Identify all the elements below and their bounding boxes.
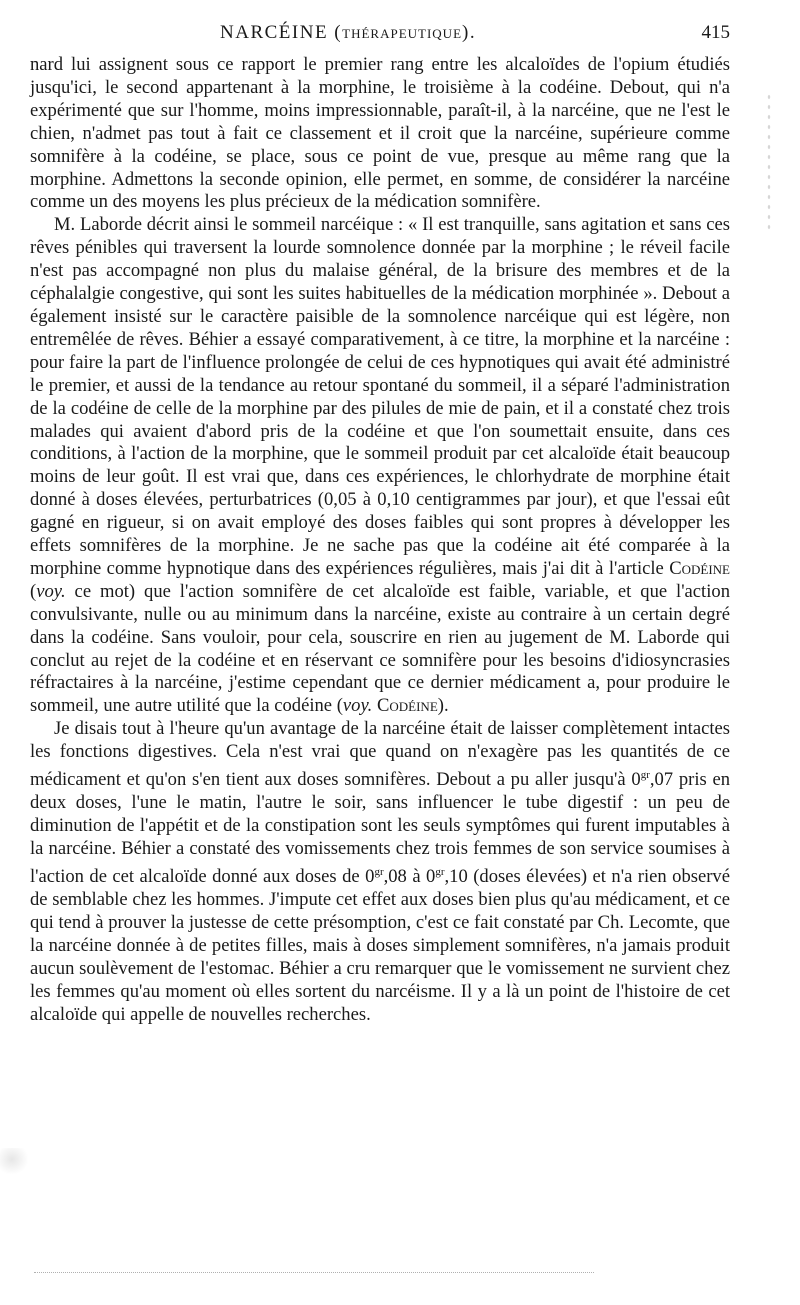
text-run: ,07 pris en deux doses, l'une le matin, l'autre le soir, sans influencer le tube digestif : un peu de diminution de l'appétit et de la constipation sont les seuls symptômes qui furent imputables à la narcéine. Béhier a constaté des vomissements chez trois femmes de son service soumises à l'action de cet alcaloïde donné aux doses de 0 xyxy=(30,769,730,888)
text-run: M. Laborde décrit ainsi le sommeil narcéique : « Il est tranquille, sans agitation et sans ces rêves pénibles qui traversent la lourde somnolence donnée par la morphine ; le réveil facile n'est pas accompagné non plus du malaise général, de la brisure des membres et de la céphalalgie congestive, qui sont les suites habituelles de la médication morphinée ». Debout a également insisté sur le caractère paisible de la somnolence narcéique qui est légère, non entremêlée de rêves. Béhier a essayé comparativement, à ce titre, la morphine et la narcéine : pour faire la part de l'influence prolongée de celui de ces hypnotiques qui avait été administré le premier, et aussi de la tendance au retour spontané du sommeil, il a séparé l'administration de la codéine de celle de la morphine par des pilules de mie de pain, et il a constaté chez trois malades qui avaient d'abord pris de la codéine et que l'on soumettait ensuite, dans ces conditions, à l'action de la morphine, que le sommeil produit par cet alcaloïde était beaucoup moins de leur goût. Il est vrai que, dans ces expériences, le chlorhydrate de morphine était donné à doses élevées, perturbatrices (0,05 à 0,10 centigrammes par jour), et que l'essai eût gagné en rigueur, si on avait employé des doses faibles qui sont propres à développer les effets somnifères de la morphine. Je ne sache pas que la codéine ait été comparée à la morphine comme hypnotique dans des expériences régulières, mais j'ai dit à l'article xyxy=(30,214,730,579)
body-text xyxy=(30,54,730,1026)
running-head-subtitle: THÉRAPEUTIQUE xyxy=(342,26,463,41)
text-run: nard lui assignent sous ce rapport le premier rang entre les alcaloïdes de l'opium étudiés jusqu'ici, le second appartenant à la morphine, le troisième à la codéine. Debout, qui n'a expérimenté que sur l'homme, moins impressionnable, paraît-il, à la narcéine, que ne l'est le chien, n'admet pas tout à fait ce classement et il croit que la narcéine, supérieure comme somnifère à la codéine, se place, sous ce point de vue, presque au même rang que la morphine. Admettons la seconde opinion, elle permet, en somme, de considérer la narcéine comme un des moyens les plus précieux de la médication somnifère. xyxy=(30,54,730,213)
italic-abbrev: voy. xyxy=(342,695,373,717)
text-run: ,08 à 0 xyxy=(383,866,436,888)
scan-smudge xyxy=(0,1148,30,1176)
text-run: ,10 (doses élevées) et n'a rien observé de semblable chez les hommes. J'impute cet effet aux doses bien plus qu'au médicament, et ce qui tend à prouver la justesse de cette présomption, c'est ce fait constaté par Ch. Lecomte, que la narcéine donnée à de petites filles, mais à doses simplement somnifères, n'a jamais produit aucun soulèvement de l'estomac. Béhier a cru remarquer que le vomissement ne survient chez les femmes qu'au moment où elles sortent du narcéisme. Il y a là un point de l'histoire de cet alcaloïde qui appelle de nouvelles recherches. xyxy=(30,866,730,1025)
cross-reference: Codéine xyxy=(376,695,438,717)
paragraph xyxy=(30,718,730,1026)
running-head-end: ). xyxy=(462,22,477,43)
paragraph xyxy=(30,214,730,718)
text-run: ). xyxy=(437,695,449,717)
page-number: 415 xyxy=(701,22,730,43)
footer-dotted-rule xyxy=(34,1272,594,1273)
text-run: ( xyxy=(30,580,37,602)
running-head xyxy=(220,22,476,44)
unit-superscript: gr xyxy=(374,865,384,878)
text-run: ce mot) que l'action somnifère de cet alcaloïde est faible, variable, et que l'action convulsivante, nulle ou au minimum dans la narcéine, existe au contraire à un certain degré dans la codéine. Sans vouloir, pour cela, souscrire en rien au jugement de M. Laborde qui conclut au rejet de la codéine et en réservant ce somnifère pour les besoins d'idiosyncrasies réfractaires à la narcéine, j'estime cependant que ce dernier médicament a, pour produire le sommeil, une autre utilité que la codéine ( xyxy=(30,580,730,717)
italic-abbrev: voy. xyxy=(36,580,66,602)
paragraph xyxy=(30,54,730,214)
margin-specks xyxy=(766,92,772,232)
text-run: Je disais tout à l'heure qu'un avantage de la narcéine était de laisser complètement intactes les fonctions digestives. Cela n'est vrai que quand on n'exagère pas les quantités de ce médicament et qu'on s'en tient aux doses somnifères. Debout a pu aller jusqu'à 0 xyxy=(30,718,730,791)
unit-superscript: gr xyxy=(640,769,650,782)
unit-superscript: gr xyxy=(435,865,445,878)
cross-reference: Codéine xyxy=(669,557,730,579)
running-head-main: NARCÉINE ( xyxy=(220,22,343,43)
page-header xyxy=(30,22,730,50)
